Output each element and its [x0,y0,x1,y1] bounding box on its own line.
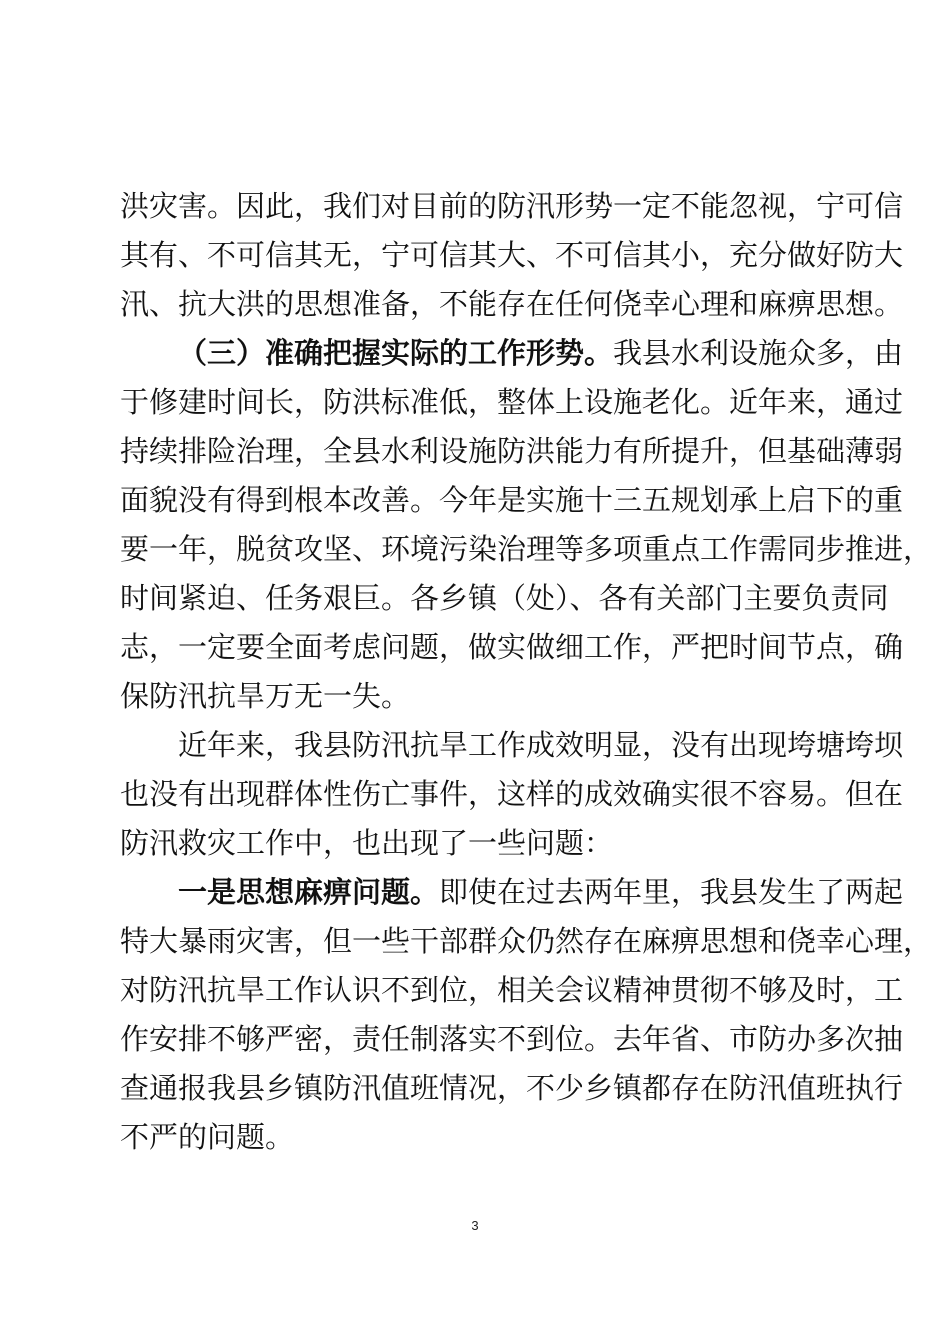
text-line: 面貌没有得到根本改善。今年是实施十三五规划承上启下的重 [120,483,904,517]
text-line: 防汛救灾工作中，也出现了一些问题： [120,826,614,860]
text-line: 洪灾害。因此，我们对目前的防汛形势一定不能忽视，宁可信 [120,189,904,223]
text-line: 志，一定要全面考虑问题，做实做细工作，严把时间节点，确 [120,630,904,664]
document-body [120,182,933,1162]
text-line: 保防汛抗旱万无一失。 [120,679,411,713]
text-line [120,329,904,378]
text-line: 要一年，脱贫攻坚、环境污染治理等多项重点工作需同步推进， [120,532,933,566]
paragraph-achievements [120,721,904,868]
text-run: 我县水利设施众多，由 [613,336,904,370]
text-line: 近年来，我县防汛抗旱工作成效明显，没有出现垮塘垮坝 [178,728,904,762]
text-line: 持续排险治理，全县水利设施防洪能力有所提升，但基础薄弱 [120,434,904,468]
text-line: 也没有出现群体性伤亡事件，这样的成效确实很不容易。但在 [120,777,904,811]
text-line: 不严的问题。 [120,1120,295,1154]
text-line [120,868,904,917]
text-line: 于修建时间长，防洪标准低，整体上设施老化。近年来，通过 [120,385,904,419]
text-line: 其有、不可信其无，宁可信其大、不可信其小，充分做好防大 [120,238,904,272]
text-line: 特大暴雨灾害，但一些干部群众仍然存在麻痹思想和侥幸心理， [120,924,933,958]
paragraph-continuation [120,182,904,329]
text-line: 对防汛抗旱工作认识不到位，相关会议精神贯彻不够及时，工 [120,973,904,1007]
text-run: 即使在过去两年里，我县发生了两起 [439,875,904,909]
paragraph-problem-one [120,868,933,1162]
text-line: 作安排不够严密，责任制落实不到位。去年省、市防办多次抽 [120,1022,904,1056]
page-number: 3 [471,1218,479,1233]
text-line: 查通报我县乡镇防汛值班情况，不少乡镇都存在防汛值班执行 [120,1071,904,1105]
paragraph-work-situation [120,329,933,721]
text-line: 汛、抗大洪的思想准备，不能存在任何侥幸心理和麻痹思想。 [120,287,904,321]
section-heading: 一是思想麻痹问题。 [178,875,440,909]
section-heading: （三）准确把握实际的工作形势。 [178,336,614,370]
text-line: 时间紧迫、任务艰巨。各乡镇（处）、各有关部门主要负责同 [120,581,889,615]
